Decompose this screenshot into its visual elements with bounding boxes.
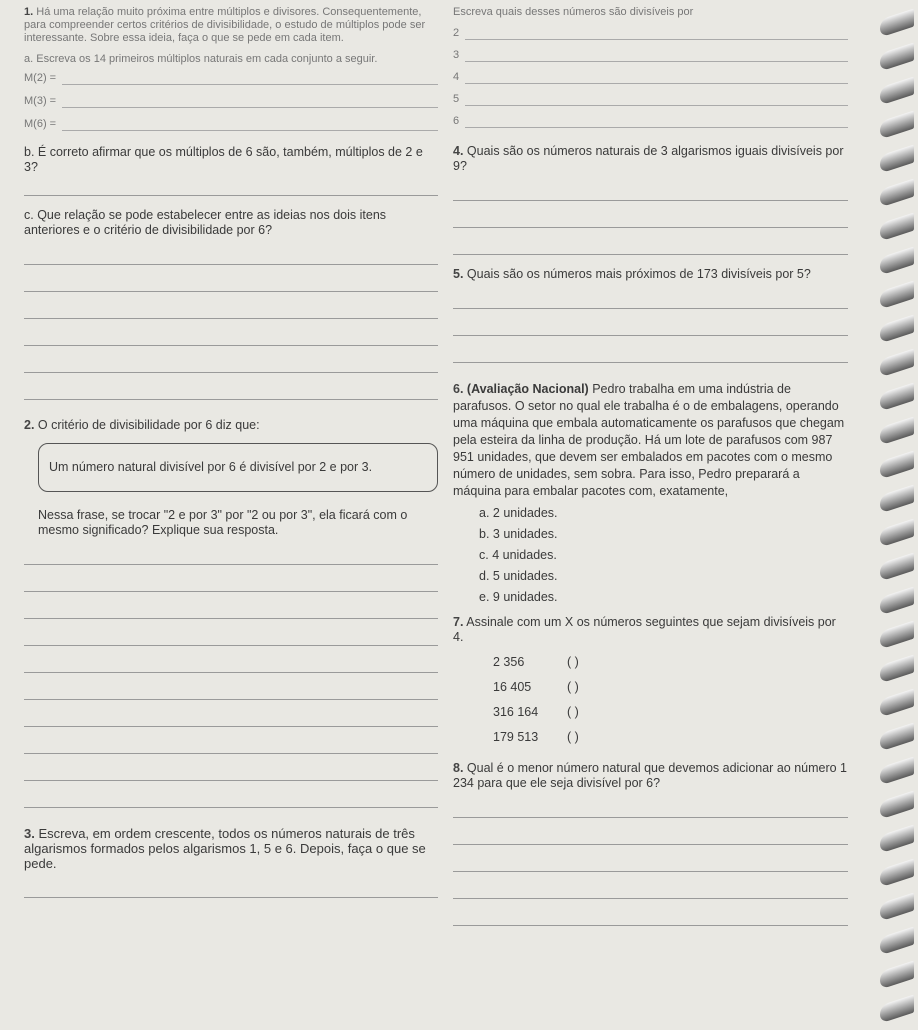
div-by-2-line[interactable] [453, 27, 848, 40]
answer-line[interactable] [24, 346, 438, 373]
answer-line[interactable] [24, 754, 438, 781]
answer-line[interactable] [24, 871, 438, 898]
answer-line[interactable] [24, 373, 438, 400]
binder-ring [880, 994, 914, 1023]
q7-item[interactable] [493, 730, 848, 745]
binder-ring [880, 960, 914, 989]
q2-text [24, 418, 438, 433]
q6-number: 6. [453, 382, 464, 396]
q6-option-e[interactable]: e. 9 unidades. [479, 590, 558, 604]
m6-line[interactable] [24, 118, 438, 131]
binder-ring [880, 144, 914, 173]
binder-ring [880, 8, 914, 37]
answer-line[interactable] [453, 282, 848, 309]
m3-line[interactable] [24, 95, 438, 108]
q2-lead: O critério de divisibilidade por 6 diz que: [37, 418, 260, 432]
answer-line[interactable] [453, 818, 848, 845]
left-column [24, 6, 438, 898]
q1-intro-text: Há uma relação muito próxima entre múltiplos e divisores. Consequentemente, para compreender certos critérios de divisibilidade, o estudo de múltiplos pode ser interessante. Sobre essa ideia, faça o que se pede em cada item. [24, 6, 426, 44]
answer-line[interactable] [24, 565, 438, 592]
m6-label: M(6) = [24, 118, 57, 130]
q3-number: 3. [24, 826, 35, 841]
q2-statement-box: Um número natural divisível por 6 é divisível por 2 e por 3. [38, 443, 438, 492]
binder-ring [880, 484, 914, 513]
answer-line[interactable] [453, 872, 848, 899]
binder-ring [880, 722, 914, 751]
binder-ring [880, 314, 914, 343]
q6-text [453, 381, 848, 500]
m2-label: M(2) = [24, 72, 57, 84]
answer-line[interactable] [453, 201, 848, 228]
q4-number: 4. [453, 144, 464, 158]
m2-line[interactable] [24, 72, 438, 85]
answer-line[interactable] [24, 538, 438, 565]
answer-line[interactable] [24, 619, 438, 646]
binder-ring [880, 552, 914, 581]
q6-option-c[interactable]: c. 4 unidades. [479, 548, 557, 562]
q4-body: Quais são os números naturais de 3 algarismos iguais divisíveis por 9? [453, 144, 844, 173]
q6-option-a[interactable]: a. 2 unidades. [479, 506, 558, 520]
q3-body: Escreva, em ordem crescente, todos os números naturais de três algarismos formados pelos algarismos 1, 5 e 6. Depois, faça o que se pede. [24, 826, 426, 871]
binder-ring [880, 654, 914, 683]
binder-rings [878, 0, 918, 1030]
q7-item[interactable] [493, 655, 848, 670]
binder-ring [880, 382, 914, 411]
binder-ring [880, 178, 914, 207]
answer-line[interactable] [453, 174, 848, 201]
binder-ring [880, 926, 914, 955]
answer-line[interactable] [453, 845, 848, 872]
q8-number: 8. [453, 761, 464, 775]
q7-item[interactable] [493, 680, 848, 695]
binder-ring [880, 858, 914, 887]
q6-body: Pedro trabalha em uma indústria de parafusos. O setor no qual ele trabalha é o de embalagens, operando uma máquina que embala automaticamente os parafusos que chegam pela esteira da linha de produção. Há um lote de parafusos com 987 951 unidades, que devem ser embalados em pacotes com o mesmo número de unidades, sem sobra. Para isso, Pedro preparará a máquina para embalar pacotes com, exatamente, [453, 382, 845, 498]
q7-checkbox[interactable]: ( ) [567, 730, 579, 744]
answer-line[interactable] [24, 727, 438, 754]
div-label: 5 [453, 93, 460, 105]
right-top-text: Escreva quais desses números são divisíveis por [453, 6, 694, 18]
q7-value: 179 513 [493, 730, 539, 744]
answer-line[interactable] [24, 700, 438, 727]
div-by-4-line[interactable] [453, 71, 848, 84]
q7-checkbox[interactable]: ( ) [567, 680, 579, 694]
binder-ring [880, 586, 914, 615]
div-label: 4 [453, 71, 460, 83]
answer-line[interactable] [453, 336, 848, 363]
binder-ring [880, 110, 914, 139]
q1b-text: b. É correto afirmar que os múltiplos de 6 são, também, múltiplos de 2 e 3? [24, 145, 423, 174]
binder-ring [880, 76, 914, 105]
answer-line[interactable] [24, 265, 438, 292]
answer-line[interactable] [24, 673, 438, 700]
q3-text [24, 826, 438, 871]
m3-label: M(3) = [24, 95, 57, 107]
q6-source: (Avaliação Nacional) [466, 382, 589, 396]
answer-line[interactable] [24, 175, 438, 196]
q7-text [453, 615, 848, 645]
q7-item[interactable] [493, 705, 848, 720]
binder-ring [880, 620, 914, 649]
answer-line[interactable] [24, 292, 438, 319]
q7-body: Assinale com um X os números seguintes que sejam divisíveis por 4. [453, 615, 836, 644]
div-label: 2 [453, 27, 460, 39]
right-column [453, 6, 848, 926]
q7-checkbox[interactable]: ( ) [567, 655, 579, 669]
answer-line[interactable] [24, 592, 438, 619]
q7-value: 316 164 [493, 705, 539, 719]
binder-ring [880, 450, 914, 479]
q7-number: 7. [453, 615, 464, 629]
answer-line[interactable] [24, 319, 438, 346]
q2-number: 2. [24, 418, 35, 432]
binder-ring [880, 246, 914, 275]
binder-ring [880, 688, 914, 717]
binder-ring [880, 42, 914, 71]
q1-number: 1. [24, 6, 34, 18]
q5-number: 5. [453, 267, 464, 281]
answer-line[interactable] [453, 899, 848, 926]
div-by-3-line[interactable] [453, 49, 848, 62]
binder-ring [880, 790, 914, 819]
binder-ring [880, 892, 914, 921]
q4-text [453, 144, 848, 174]
q7-value: 2 356 [493, 655, 525, 669]
q6-option-b[interactable]: b. 3 unidades. [479, 527, 558, 541]
binder-ring [880, 212, 914, 241]
q2-question: Nessa frase, se trocar "2 e por 3" por "2 ou por 3", ela ficará com o mesmo significado? Explique sua resposta. [38, 508, 408, 537]
q1c-text: c. Que relação se pode estabelecer entre as ideias nos dois itens anteriores e o critério de divisibilidade por 6? [24, 208, 387, 237]
binder-ring [880, 518, 914, 547]
q6-option-d[interactable]: d. 5 unidades. [479, 569, 558, 583]
binder-ring [880, 280, 914, 309]
div-by-6-line[interactable] [453, 115, 848, 128]
div-label: 3 [453, 49, 460, 61]
q1a-text: a. Escreva os 14 primeiros múltiplos naturais em cada conjunto a seguir. [24, 53, 378, 65]
q1-intro [24, 6, 438, 45]
answer-line[interactable] [453, 228, 848, 255]
answer-line[interactable] [24, 781, 438, 808]
q5-text [453, 267, 848, 282]
q8-body: Qual é o menor número natural que devemos adicionar ao número 1 234 para que ele seja divisível por 6? [453, 761, 848, 790]
answer-line[interactable] [24, 646, 438, 673]
answer-line[interactable] [453, 309, 848, 336]
binder-ring [880, 756, 914, 785]
q5-body: Quais são os números mais próximos de 173 divisíveis por 5? [466, 267, 811, 281]
q8-text [453, 761, 848, 791]
div-by-5-line[interactable] [453, 93, 848, 106]
binder-ring [880, 416, 914, 445]
answer-line[interactable] [453, 791, 848, 818]
binder-ring [880, 824, 914, 853]
q7-value: 16 405 [493, 680, 532, 694]
div-label: 6 [453, 115, 460, 127]
q7-checkbox[interactable]: ( ) [567, 705, 579, 719]
binder-ring [880, 348, 914, 377]
answer-line[interactable] [24, 238, 438, 265]
